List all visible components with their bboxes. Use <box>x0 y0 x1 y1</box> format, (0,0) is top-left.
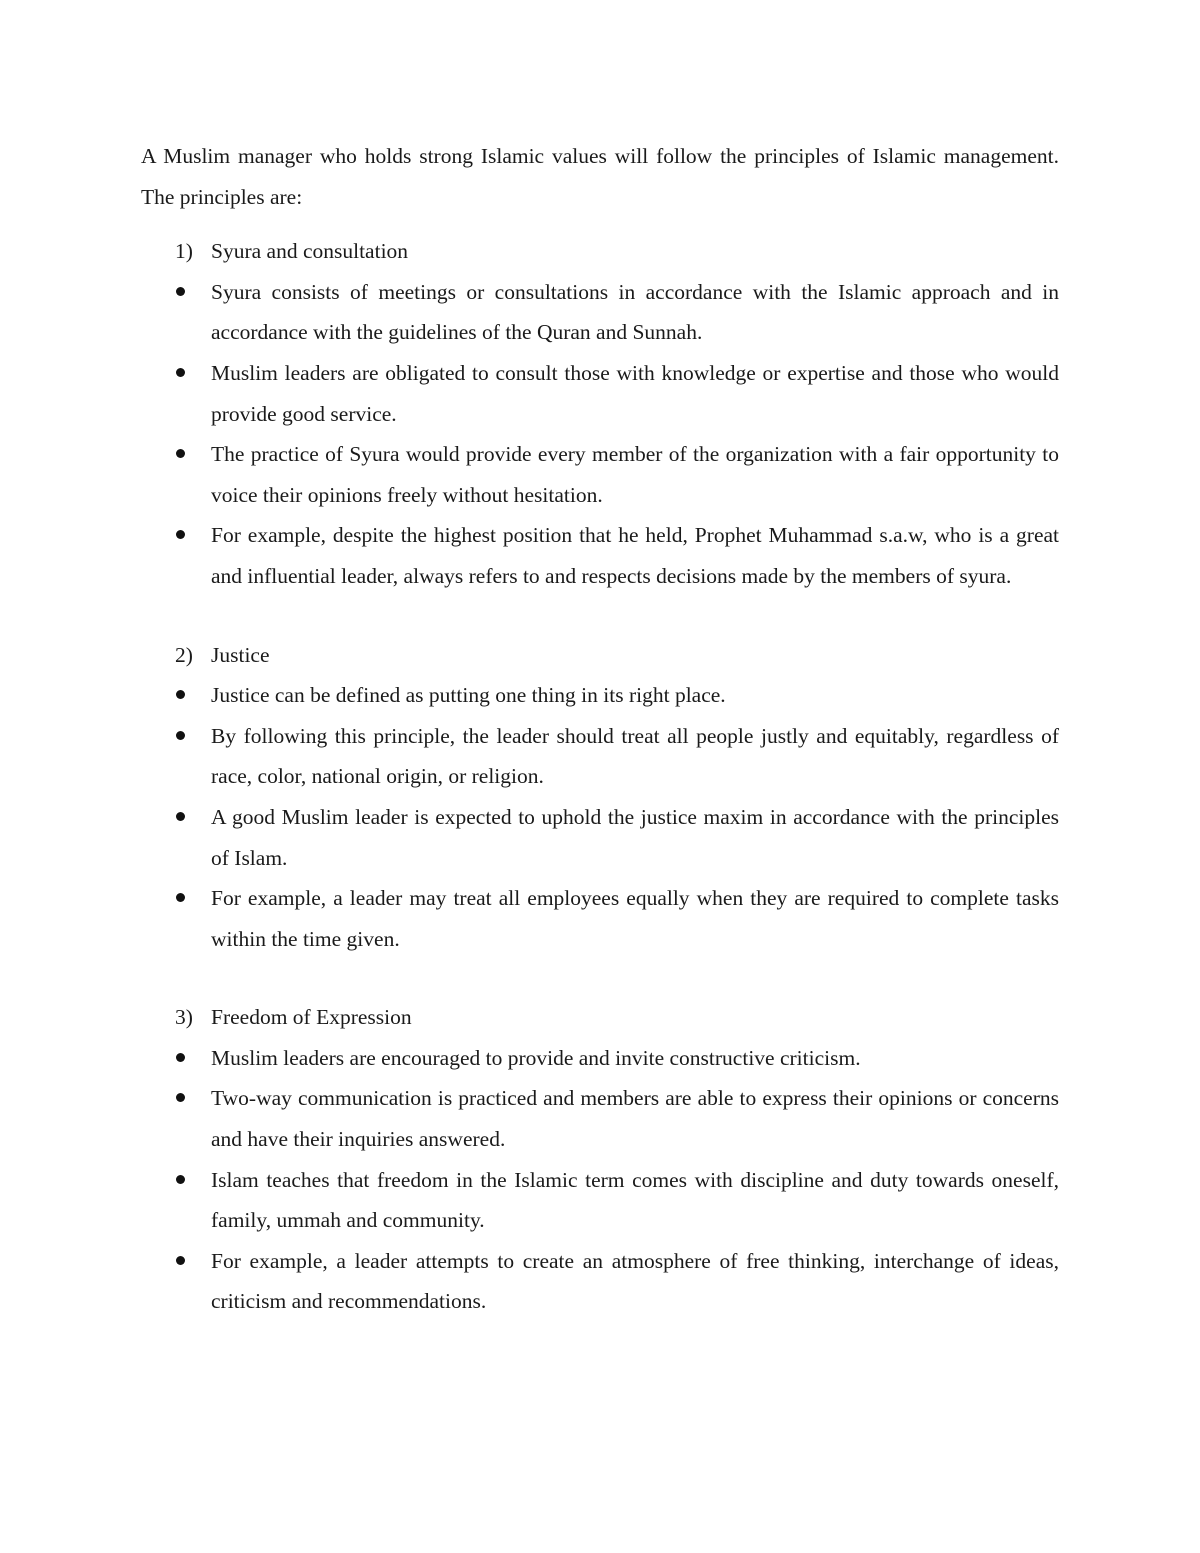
bullet-icon <box>176 893 185 902</box>
intro-paragraph: A Muslim manager who holds strong Islamic values will follow the principles of Islamic management. The principles are: <box>141 144 1059 209</box>
bullet-item <box>141 878 1059 959</box>
bullet-text: Muslim leaders are encouraged to provide and invite constructive criticism. <box>211 1045 861 1070</box>
bullet-text: For example, despite the highest position that he held, Prophet Muhammad s.a.w, who is a great and influential leader, always refers to and respects decisions made by the members of syura. <box>211 523 1059 588</box>
bullet-icon <box>176 690 185 699</box>
bullet-list <box>141 272 1059 597</box>
document-body <box>141 136 1059 1322</box>
section-title: Freedom of Expression <box>211 1005 412 1030</box>
bullet-icon <box>176 287 185 296</box>
section-heading <box>141 997 1059 1038</box>
bullet-item <box>141 797 1059 878</box>
bullet-icon <box>176 1053 185 1062</box>
bullet-icon <box>176 1256 185 1265</box>
section-heading <box>141 231 1059 272</box>
bullet-item <box>141 434 1059 515</box>
bullet-text: Justice can be defined as putting one thing in its right place. <box>211 683 726 708</box>
bullet-text: Syura consists of meetings or consultations in accordance with the Islamic approach and in accordance with the guidelines of the Quran and Sunnah. <box>211 279 1059 345</box>
bullet-list <box>141 1038 1059 1322</box>
bullet-item <box>141 515 1059 596</box>
bullet-list <box>141 675 1059 959</box>
section-number: 1) <box>175 239 193 264</box>
bullet-icon <box>176 812 185 821</box>
bullet-text: For example, a leader may treat all employees equally when they are required to complete tasks within the time given. <box>211 886 1059 951</box>
section-title: Justice <box>211 642 270 667</box>
bullet-item <box>141 675 1059 716</box>
bullet-text: By following this principle, the leader should treat all people justly and equitably, regardless of race, color, national origin, or religion. <box>211 723 1059 789</box>
bullet-icon <box>176 449 185 458</box>
section-number: 3) <box>175 1005 193 1030</box>
section-title: Syura and consultation <box>211 239 409 264</box>
section-justice <box>141 635 1059 960</box>
bullet-icon <box>176 731 185 740</box>
section-number: 2) <box>175 642 193 667</box>
bullet-item <box>141 1241 1059 1322</box>
section-spacer <box>141 959 1059 997</box>
bullet-item <box>141 716 1059 797</box>
bullet-item <box>141 353 1059 434</box>
bullet-icon <box>176 1093 185 1102</box>
bullet-item <box>141 272 1059 353</box>
bullet-text: For example, a leader attempts to create an atmosphere of free thinking, interchange of ideas, criticism and recommendations. <box>211 1248 1059 1314</box>
bullet-icon <box>176 368 185 377</box>
bullet-item <box>141 1078 1059 1159</box>
bullet-icon <box>176 1175 185 1184</box>
section-heading <box>141 635 1059 676</box>
section-syura <box>141 231 1059 596</box>
section-spacer <box>141 597 1059 635</box>
bullet-text: A good Muslim leader is expected to uphold the justice maxim in accordance with the principles of Islam. <box>211 804 1059 870</box>
bullet-text: The practice of Syura would provide every member of the organization with a fair opportunity to voice their opinions freely without hesitation. <box>211 442 1059 507</box>
section-freedom-of-expression <box>141 997 1059 1322</box>
bullet-icon <box>176 530 185 539</box>
bullet-item <box>141 1038 1059 1079</box>
bullet-text: Muslim leaders are obligated to consult those with knowledge or expertise and those who would provide good service. <box>211 360 1059 426</box>
bullet-item <box>141 1160 1059 1241</box>
bullet-text: Islam teaches that freedom in the Islamic term comes with discipline and duty towards oneself, family, ummah and community. <box>211 1167 1059 1233</box>
bullet-text: Two-way communication is practiced and members are able to express their opinions or concerns and have their inquiries answered. <box>211 1086 1059 1152</box>
